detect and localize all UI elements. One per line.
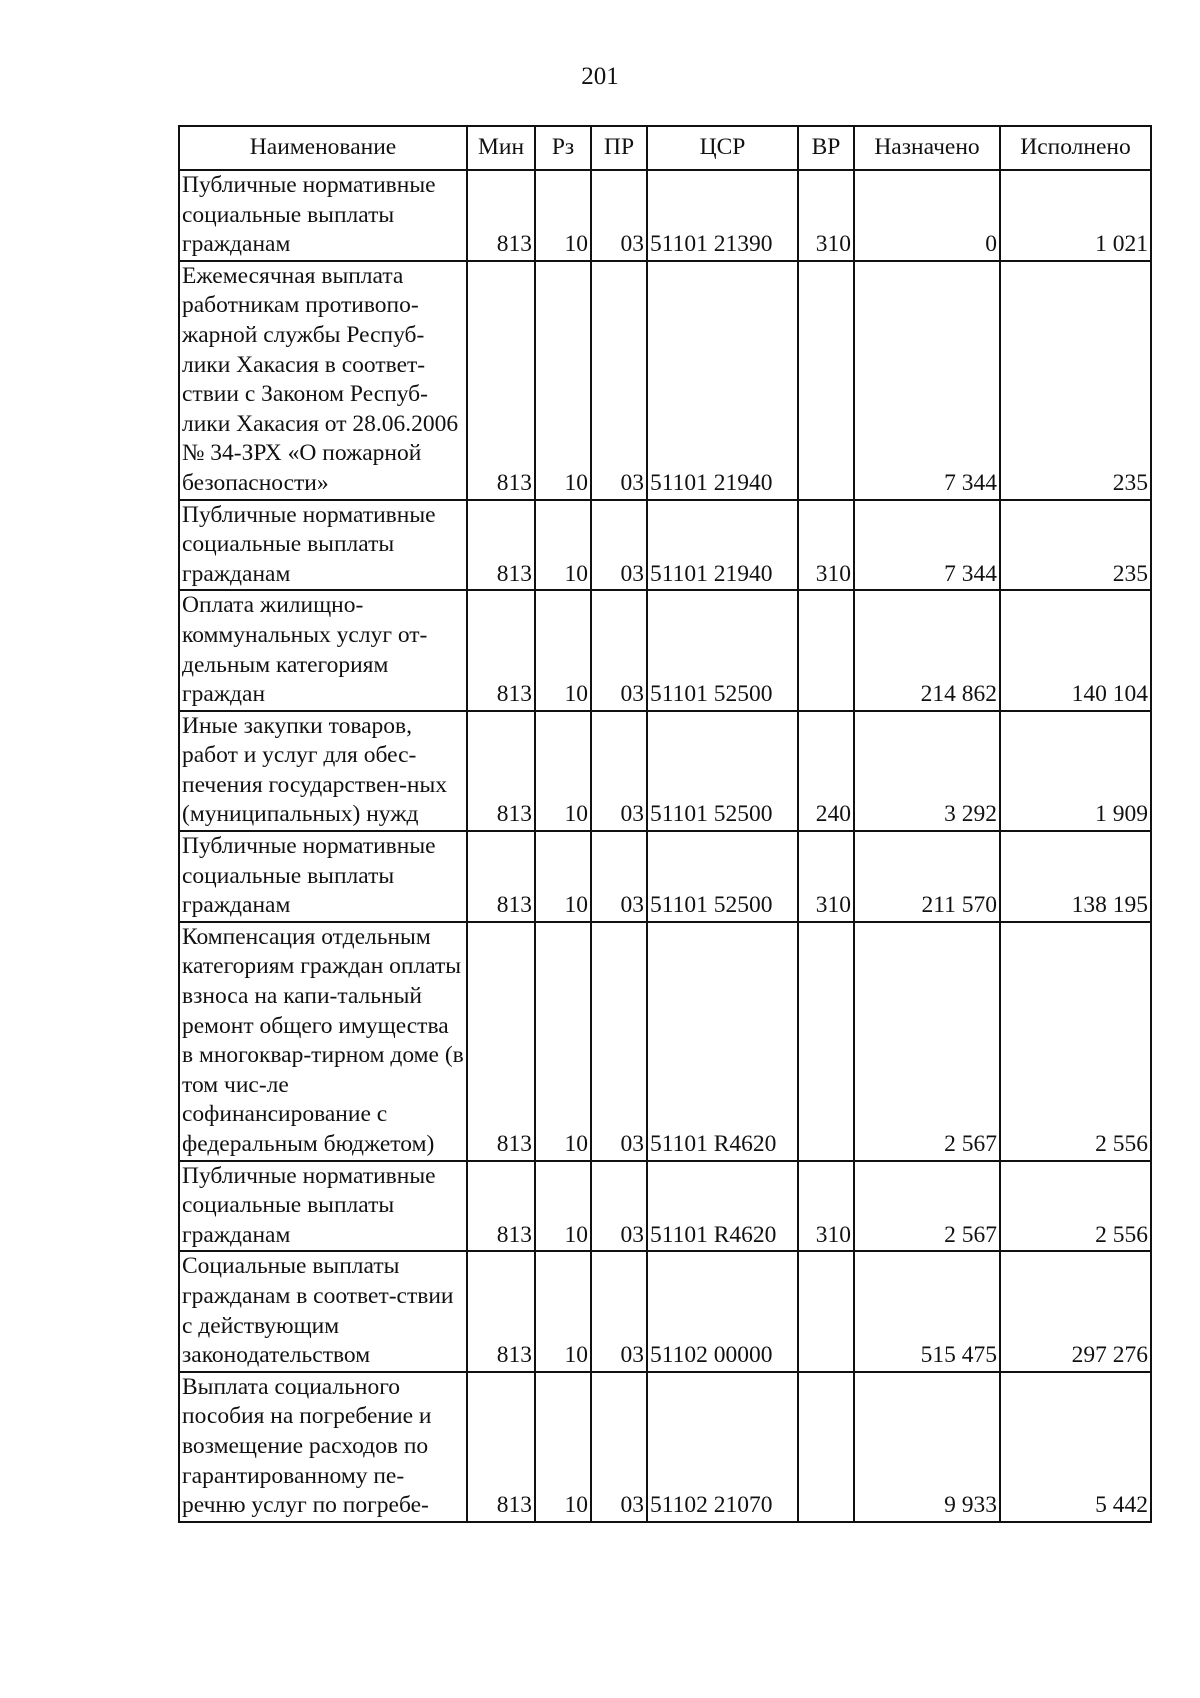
cell-rz: 10	[535, 590, 591, 710]
cell-rz: 10	[535, 1372, 591, 1522]
cell-vr	[798, 590, 854, 710]
cell-executed: 297 276	[1000, 1251, 1151, 1371]
table-row	[179, 1251, 1151, 1371]
cell-name: Публичные нормативные социальные выплаты гражданам	[179, 1161, 467, 1252]
cell-assigned: 9 933	[854, 1372, 1000, 1522]
cell-name: Социальные выплаты гражданам в соответ-ствии с действующим законодательством	[179, 1251, 467, 1371]
cell-min: 813	[467, 170, 535, 261]
cell-vr: 310	[798, 500, 854, 591]
cell-csr: 51101 R4620	[647, 1161, 798, 1252]
table-row	[179, 1372, 1151, 1522]
cell-pr: 03	[591, 1161, 647, 1252]
cell-csr: 51101 52500	[647, 590, 798, 710]
cell-name: Оплата жилищно-коммунальных услуг от-дельным категориям граждан	[179, 590, 467, 710]
cell-csr: 51102 00000	[647, 1251, 798, 1371]
cell-executed: 2 556	[1000, 1161, 1151, 1252]
cell-min: 813	[467, 711, 535, 831]
header-assigned: Назначено	[854, 126, 1000, 170]
cell-executed: 2 556	[1000, 922, 1151, 1161]
cell-rz: 10	[535, 1251, 591, 1371]
cell-name: Компенсация отдельным категориям граждан оплаты взноса на капи-тальный ремонт общего имущества в многоквар-тирном доме (в том чис-ле софинансирование с федеральным бюджетом)	[179, 922, 467, 1161]
cell-min: 813	[467, 590, 535, 710]
cell-assigned: 515 475	[854, 1251, 1000, 1371]
header-vr: ВР	[798, 126, 854, 170]
cell-min: 813	[467, 1161, 535, 1252]
header-name: Наименование	[179, 126, 467, 170]
cell-assigned: 7 344	[854, 261, 1000, 500]
cell-pr: 03	[591, 1372, 647, 1522]
cell-min: 813	[467, 500, 535, 591]
cell-vr	[798, 261, 854, 500]
table-row	[179, 1161, 1151, 1252]
cell-executed: 1 021	[1000, 170, 1151, 261]
cell-assigned: 0	[854, 170, 1000, 261]
cell-name: Публичные нормативные социальные выплаты гражданам	[179, 831, 467, 922]
cell-executed: 235	[1000, 500, 1151, 591]
table-row	[179, 922, 1151, 1161]
table-row	[179, 590, 1151, 710]
cell-vr	[798, 1372, 854, 1522]
header-rz: Рз	[535, 126, 591, 170]
cell-pr: 03	[591, 711, 647, 831]
header-min: Мин	[467, 126, 535, 170]
header-executed: Исполнено	[1000, 126, 1151, 170]
cell-executed: 1 909	[1000, 711, 1151, 831]
table-row	[179, 261, 1151, 500]
table-row	[179, 170, 1151, 261]
cell-assigned: 214 862	[854, 590, 1000, 710]
table-row	[179, 711, 1151, 831]
cell-rz: 10	[535, 1161, 591, 1252]
cell-pr: 03	[591, 261, 647, 500]
cell-name: Иные закупки товаров, работ и услуг для обес-печения государствен-ных (муниципальных) нужд	[179, 711, 467, 831]
cell-csr: 51101 21940	[647, 500, 798, 591]
table-row	[179, 500, 1151, 591]
cell-assigned: 211 570	[854, 831, 1000, 922]
cell-rz: 10	[535, 922, 591, 1161]
cell-vr	[798, 1251, 854, 1371]
cell-executed: 138 195	[1000, 831, 1151, 922]
cell-vr	[798, 922, 854, 1161]
cell-executed: 140 104	[1000, 590, 1151, 710]
cell-rz: 10	[535, 500, 591, 591]
cell-min: 813	[467, 1372, 535, 1522]
cell-rz: 10	[535, 170, 591, 261]
cell-name: Публичные нормативные социальные выплаты гражданам	[179, 500, 467, 591]
cell-rz: 10	[535, 831, 591, 922]
cell-assigned: 7 344	[854, 500, 1000, 591]
page-number: 201	[581, 63, 619, 90]
cell-pr: 03	[591, 831, 647, 922]
cell-assigned: 3 292	[854, 711, 1000, 831]
table-row	[179, 831, 1151, 922]
cell-executed: 5 442	[1000, 1372, 1151, 1522]
cell-rz: 10	[535, 261, 591, 500]
cell-csr: 51101 21940	[647, 261, 798, 500]
cell-csr: 51101 R4620	[647, 922, 798, 1161]
cell-min: 813	[467, 831, 535, 922]
cell-assigned: 2 567	[854, 922, 1000, 1161]
cell-pr: 03	[591, 922, 647, 1161]
cell-csr: 51101 21390	[647, 170, 798, 261]
cell-executed: 235	[1000, 261, 1151, 500]
cell-pr: 03	[591, 590, 647, 710]
cell-pr: 03	[591, 500, 647, 591]
cell-vr: 310	[798, 1161, 854, 1252]
cell-pr: 03	[591, 1251, 647, 1371]
cell-pr: 03	[591, 170, 647, 261]
cell-min: 813	[467, 922, 535, 1161]
header-pr: ПР	[591, 126, 647, 170]
budget-execution-table	[178, 125, 1152, 1523]
cell-min: 813	[467, 1251, 535, 1371]
cell-csr: 51102 21070	[647, 1372, 798, 1522]
cell-vr: 310	[798, 170, 854, 261]
header-csr: ЦСР	[647, 126, 798, 170]
cell-vr: 240	[798, 711, 854, 831]
table-header-row	[179, 126, 1151, 170]
cell-name: Публичные нормативные социальные выплаты гражданам	[179, 170, 467, 261]
cell-min: 813	[467, 261, 535, 500]
cell-assigned: 2 567	[854, 1161, 1000, 1252]
cell-name: Выплата социального пособия на погребение и возмещение расходов по гарантированному пе-речню услуг по погребе-	[179, 1372, 467, 1522]
cell-csr: 51101 52500	[647, 711, 798, 831]
cell-vr: 310	[798, 831, 854, 922]
cell-rz: 10	[535, 711, 591, 831]
cell-name: Ежемесячная выплата работникам противопо-жарной службы Респуб-лики Хакасия в соответ-ствии с Законом Респуб-лики Хакасия от 28.06.2006 № 34-ЗРХ «О пожарной безопасности»	[179, 261, 467, 500]
cell-csr: 51101 52500	[647, 831, 798, 922]
